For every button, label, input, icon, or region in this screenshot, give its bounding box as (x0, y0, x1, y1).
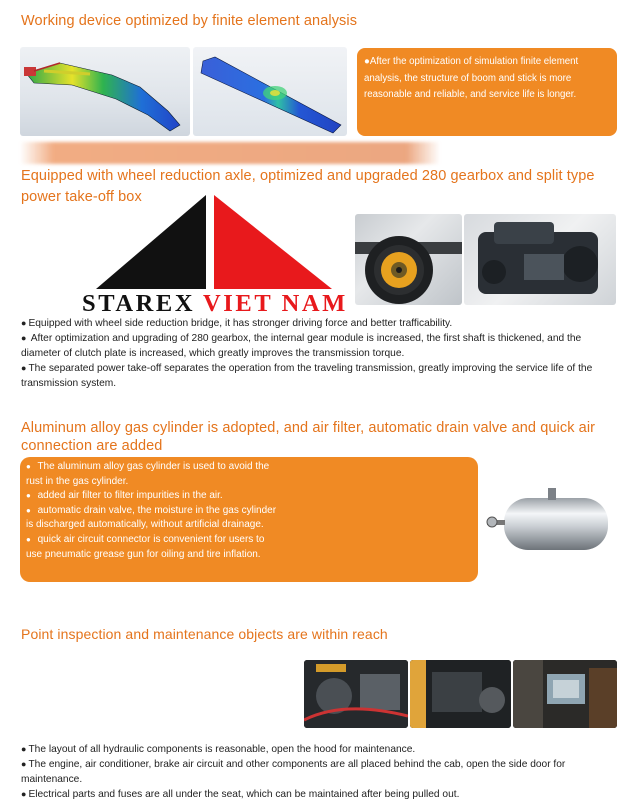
gas-cylinder-image (484, 484, 614, 554)
wheel-axle-image (355, 214, 462, 305)
section-title-fea: Working device optimized by finite element analysis (21, 13, 358, 29)
gas-bullet-4: ● quick air circuit connector is convenient for users to use pneumatic grease gun for oiling and tire inflation. (26, 533, 278, 562)
section-title-axle: Equipped with wheel reduction axle, optimized and upgraded 280 gearbox and split type power take-off box (21, 168, 595, 205)
fea-boom-image (20, 47, 190, 136)
gas-bullet-2: ● added air filter to filter impurities in the air. (26, 489, 278, 504)
gas-description-box (20, 457, 478, 582)
fea-stick-image (193, 47, 347, 136)
fea-description-text: ●After the optimization of simulation finite element analysis, the structure of boom and stick is more reasonable and reliable, and service life is longer. (364, 56, 579, 100)
gas-bullet-3: ● automatic drain valve, the moisture in the gas cylinder is discharged automatically, without artificial drainage. (26, 504, 278, 533)
maint-bullet-1: ● The layout of all hydraulic components is reasonable, open the hood for maintenance. (21, 742, 621, 757)
electrical-parts-photo (513, 660, 617, 728)
logo-brand-text: STAREX (82, 290, 196, 317)
fea-description-box (357, 48, 617, 136)
blurred-banner (20, 142, 440, 164)
maint-bullet-2: ● The engine, air conditioner, brake air circuit and other components are all placed behind the cab, open the side door for maintenance. (21, 757, 621, 787)
section-title-maint: Point inspection and maintenance objects are within reach (21, 626, 388, 642)
logo-country-text: VIET NAM (203, 290, 348, 317)
maint-bullet-3: ● Electrical parts and fuses are all under the seat, which can be maintained after being pulled out. (21, 787, 621, 802)
starex-logo (82, 193, 347, 321)
axle-bullet-2: ● After optimization and upgrading of 280 gearbox, the internal gear module is increased, the first shaft is thickened, and the diameter of clutch plate is increased, which greatly improves the transmission torque. (21, 331, 621, 361)
gas-bullet-1: ● The aluminum alloy gas cylinder is used to avoid the rust in the gas cylinder. (26, 460, 278, 489)
section-title-gas: Aluminum alloy gas cylinder is adopted, and air filter, automatic drain valve and quick air connection are added (21, 420, 596, 454)
axle-bullet-3: ● The separated power take-off separates the operation from the traveling transmission, greatly improving the service life of the transmission system. (21, 361, 621, 391)
hydraulic-components-photo (304, 660, 408, 728)
gearbox-image (464, 214, 616, 305)
axle-bullet-1: ● Equipped with wheel side reduction bridge, it has stronger driving force and better trafficability. (21, 316, 621, 331)
axle-bullet-list (21, 316, 621, 391)
maint-bullet-list (21, 742, 621, 802)
engine-compartment-photo (410, 660, 511, 728)
